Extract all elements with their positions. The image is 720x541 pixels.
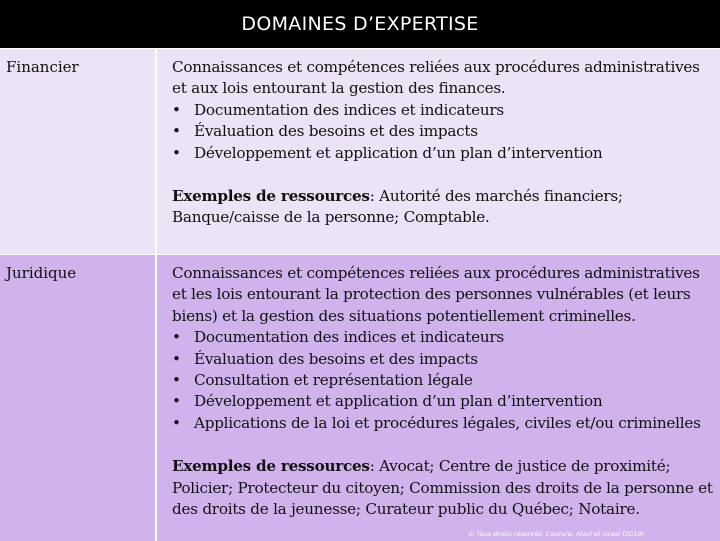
row-label: Juridique bbox=[6, 264, 77, 282]
bullet-marker: • bbox=[172, 392, 181, 411]
list-item: • Documentation des indices et indicateurs bbox=[172, 327, 716, 348]
row-content-cell bbox=[172, 57, 716, 229]
bullet-marker: • bbox=[172, 122, 181, 141]
bullet-list bbox=[172, 100, 716, 164]
list-item: • Documentation des indices et indicateurs bbox=[172, 100, 716, 121]
row-description: Connaissances et compétences reliées aux procédures administratives et aux lois entourant la gestion des finances. bbox=[172, 58, 700, 98]
table-row-juridique bbox=[0, 254, 720, 541]
row-label-cell bbox=[0, 49, 157, 254]
table-row-financier bbox=[0, 48, 720, 254]
examples-label: Exemples de ressources bbox=[172, 457, 370, 476]
examples-text: : Autorité des marchés financiers; Banque/caisse de la personne; Comptable. bbox=[172, 187, 623, 227]
resource-examples bbox=[172, 186, 716, 229]
list-item: • Développement et application d’un plan d’intervention bbox=[172, 143, 716, 164]
list-item: • Évaluation des besoins et des impacts bbox=[172, 349, 716, 370]
bullet-marker: • bbox=[172, 143, 181, 162]
row-label: Financier bbox=[6, 58, 79, 76]
bullet-marker: • bbox=[172, 349, 181, 368]
examples-label: Exemples de ressources bbox=[172, 187, 370, 206]
bullet-marker: • bbox=[172, 100, 181, 119]
copyright-note: © Tous droits réservés, Couture, Alavi et Israel (2019) bbox=[467, 530, 644, 538]
row-label-cell bbox=[0, 255, 157, 541]
slide-title: DOMAINES D’EXPERTISE bbox=[241, 13, 479, 35]
row-content-cell bbox=[172, 263, 716, 520]
list-item: • Évaluation des besoins et des impacts bbox=[172, 121, 716, 142]
bullet-marker: • bbox=[172, 328, 181, 347]
examples-text: : Avocat; Centre de justice de proximité; Policier; Protecteur du citoyen; Commission des droits de la personne et des droits de la jeunesse; Curateur public du Québec; Notaire. bbox=[172, 457, 713, 519]
list-item: • Développement et application d’un plan d’intervention bbox=[172, 391, 716, 412]
list-item: • Applications de la loi et procédures légales, civiles et/ou criminelles bbox=[172, 413, 716, 434]
slide-title-bar bbox=[0, 0, 720, 48]
bullet-list bbox=[172, 327, 716, 434]
bullet-marker: • bbox=[172, 371, 181, 390]
bullet-marker: • bbox=[172, 413, 181, 432]
list-item: • Consultation et représentation légale bbox=[172, 370, 716, 391]
resource-examples bbox=[172, 456, 716, 520]
row-description: Connaissances et compétences reliées aux procédures administratives et les lois entourant la protection des personnes vulnérables (et leurs biens) et la gestion des situations potentiellement criminelles. bbox=[172, 264, 700, 325]
